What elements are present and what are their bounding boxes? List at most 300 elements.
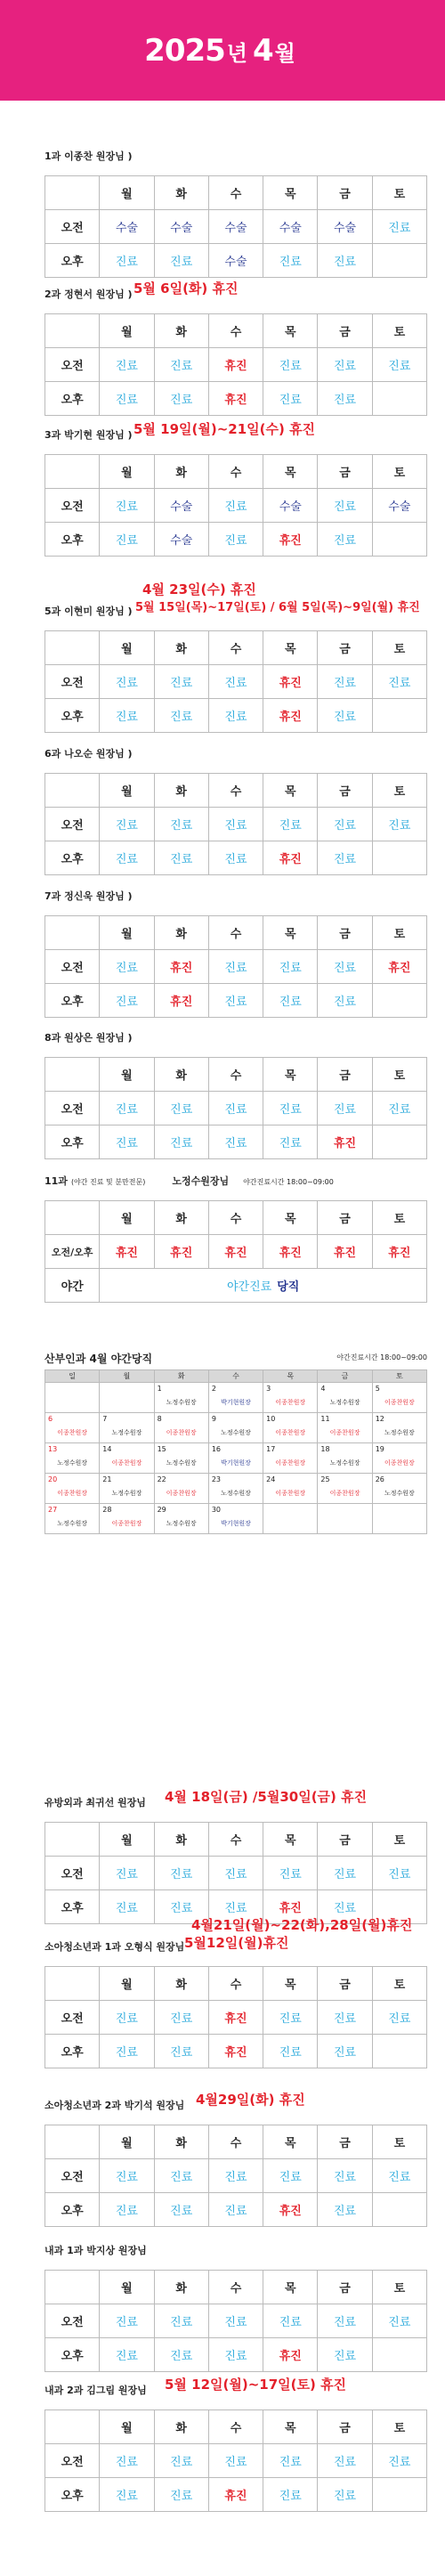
schedule-table: [44, 2125, 427, 2227]
row-label: 오전: [45, 2304, 100, 2338]
header-row: [45, 2410, 427, 2444]
duty-doctor: 이종찬원장: [275, 1429, 306, 1436]
day-number: 26: [375, 1475, 384, 1483]
day-header: 수: [208, 1823, 263, 1857]
schedule-row-day: [45, 1235, 427, 1269]
day-header: 수: [208, 774, 263, 808]
doctor-name: 2과 정현서 원장님 ): [44, 288, 133, 300]
schedule-cell: 진료: [318, 950, 372, 984]
schedule-cell: 진료: [100, 489, 154, 523]
day-header: 금: [318, 631, 372, 665]
calendar-day: [45, 1413, 100, 1443]
day-header: 토: [372, 455, 426, 489]
header-row: [45, 916, 427, 950]
schedule-cell: 수술: [154, 523, 208, 557]
calendar-day: [263, 1413, 318, 1443]
day-header: 수: [208, 1058, 263, 1092]
schedule-cell: 진료: [263, 808, 318, 841]
weekday-header: 일: [45, 1370, 100, 1383]
corner-cell: [45, 1823, 100, 1857]
corner-cell: [45, 2125, 100, 2159]
duty-doctor: 노정수원장: [111, 1490, 142, 1497]
schedule-cell: 진료: [208, 1125, 263, 1159]
day-number: 3: [266, 1385, 271, 1393]
day-number: 14: [102, 1445, 112, 1453]
day-number: 30: [211, 1506, 222, 1514]
calendar-title: 산부인과 4월 야간당직: [44, 1353, 153, 1365]
schedule-cell: 진료: [154, 2444, 208, 2478]
day-number: 28: [102, 1506, 112, 1514]
closure-notice: 4월 18일(금) /5월30일(금) 휴진: [165, 1789, 368, 1805]
day-number: 21: [102, 1475, 112, 1483]
day-header: 목: [263, 631, 318, 665]
day-header: 수: [208, 631, 263, 665]
duty-doctor: 노정수원장: [57, 1520, 88, 1527]
calendar-day: [372, 1413, 426, 1443]
schedule-table: [44, 1200, 427, 1303]
day-header: 화: [154, 176, 208, 210]
schedule-cell: 진료: [154, 244, 208, 278]
day-header: 목: [263, 916, 318, 950]
day-number: 5: [375, 1385, 380, 1393]
day-header: 화: [154, 2125, 208, 2159]
duty-doctor: 노정수원장: [384, 1490, 415, 1497]
schedule-cell: 휴진: [154, 984, 208, 1018]
day-header: 금: [318, 314, 372, 348]
schedule-cell: 진료: [100, 1857, 154, 1890]
day-header: 금: [318, 2125, 372, 2159]
calendar-day: [318, 1413, 372, 1443]
schedule-cell: 휴진: [263, 699, 318, 733]
closure-notice: 4월21일(월)~22(화),28일(월)휴진: [191, 1917, 413, 1933]
schedule-cell: 진료: [372, 1857, 426, 1890]
row-label: 야간: [45, 1269, 100, 1303]
duty-doctor: 노정수원장: [166, 1459, 197, 1467]
row-label: 오전: [45, 489, 100, 523]
schedule-cell: 진료: [263, 1125, 318, 1159]
schedule-table: [44, 1057, 427, 1159]
row-label: 오전: [45, 2001, 100, 2035]
day-header: 금: [318, 1967, 372, 2001]
row-label: 오전: [45, 1092, 100, 1125]
day-header: 수: [208, 2271, 263, 2304]
schedule-cell: 진료: [372, 2444, 426, 2478]
header-row: [45, 455, 427, 489]
schedule-cell: 수술: [263, 210, 318, 244]
schedule-cell: 진료: [154, 2159, 208, 2193]
schedule-row-night: [45, 1269, 427, 1303]
duty-doctor: 이종찬원장: [57, 1490, 88, 1497]
schedule-cell: [372, 244, 426, 278]
calendar-day: [372, 1504, 426, 1534]
schedule-cell: 진료: [372, 665, 426, 699]
day-header: 금: [318, 1058, 372, 1092]
day-header: 월: [100, 2410, 154, 2444]
doctor-name: 3과 박기현 원장님 ): [44, 429, 133, 441]
duty-doctor: 이종찬원장: [329, 1429, 360, 1436]
calendar-day: [318, 1443, 372, 1474]
calendar-day: [208, 1383, 263, 1413]
schedule-cell: 진료: [318, 984, 372, 1018]
schedule-row-am: [45, 1092, 427, 1125]
row-label: 오전: [45, 1857, 100, 1890]
calendar-day: [318, 1474, 372, 1504]
day-header: 토: [372, 2271, 426, 2304]
schedule-row-am: [45, 2001, 427, 2035]
day-number: 29: [157, 1506, 166, 1514]
day-header: 화: [154, 1058, 208, 1092]
day-number: 13: [48, 1445, 58, 1453]
calendar-day: [263, 1504, 318, 1534]
day-header: 월: [100, 774, 154, 808]
dept-note: (야간 진료 및 분만전문): [70, 1178, 146, 1186]
schedule-cell: [372, 841, 426, 875]
calendar-day: [154, 1474, 208, 1504]
day-header: 수: [208, 455, 263, 489]
row-label: 오후: [45, 841, 100, 875]
day-header: 월: [100, 314, 154, 348]
schedule-cell: [372, 1125, 426, 1159]
doctor-name: 5과 이현미 원장님 ): [44, 605, 133, 617]
calendar-week: [45, 1443, 427, 1474]
corner-cell: [45, 774, 100, 808]
day-header: 금: [318, 2271, 372, 2304]
weekday-header: 월: [100, 1370, 154, 1383]
schedule-row-pm: [45, 699, 427, 733]
day-header: 목: [263, 314, 318, 348]
duty-doctor: 노정수원장: [111, 1429, 142, 1436]
row-label: 오후: [45, 2193, 100, 2227]
calendar-day: [263, 1474, 318, 1504]
day-number: 22: [157, 1475, 166, 1483]
schedule-cell: 진료: [208, 1857, 263, 1890]
schedule-cell: [372, 984, 426, 1018]
day-number: 18: [320, 1445, 330, 1453]
row-label: 오후: [45, 699, 100, 733]
schedule-row-am: [45, 665, 427, 699]
schedule-cell: 진료: [263, 2001, 318, 2035]
schedule-cell: 수술: [372, 489, 426, 523]
day-header: 토: [372, 2410, 426, 2444]
schedule-cell: 진료: [318, 348, 372, 382]
dept-label: 11과: [44, 1175, 68, 1187]
day-header: 목: [263, 1201, 318, 1235]
schedule-cell: 진료: [154, 348, 208, 382]
corner-cell: [45, 455, 100, 489]
duty-doctor: 이종찬원장: [329, 1490, 360, 1497]
day-header: 월: [100, 1058, 154, 1092]
schedule-cell: 진료: [318, 1890, 372, 1924]
duty-doctor: 노정수원장: [221, 1490, 251, 1497]
page-title: 2025년 4월: [144, 32, 295, 69]
schedule-cell: 휴진: [318, 1235, 372, 1269]
schedule-row-am: [45, 2159, 427, 2193]
header-row: [45, 176, 427, 210]
schedule-cell: 휴진: [208, 2035, 263, 2068]
schedule-cell: 수술: [208, 210, 263, 244]
calendar-day: [45, 1383, 100, 1413]
calendar-day: [263, 1383, 318, 1413]
day-header: 토: [372, 1967, 426, 2001]
duty-doctor: 박기현원장: [221, 1459, 251, 1467]
day-header: 목: [263, 455, 318, 489]
day-header: 토: [372, 176, 426, 210]
schedule-row-pm: [45, 244, 427, 278]
schedule-cell: 진료: [208, 950, 263, 984]
header-row: [45, 314, 427, 348]
schedule-table: [44, 175, 427, 278]
schedule-cell: 진료: [318, 489, 372, 523]
duty-doctor: 노정수원장: [329, 1459, 360, 1467]
doctor-name: 8과 원상은 원장님 ): [44, 1032, 133, 1044]
schedule-cell: [372, 2035, 426, 2068]
day-header: 수: [208, 2410, 263, 2444]
day-header: 토: [372, 2125, 426, 2159]
closure-notice: 4월 23일(수) 휴진: [142, 581, 256, 597]
schedule-cell: 휴진: [263, 665, 318, 699]
calendar-day: [208, 1474, 263, 1504]
schedule-table: [44, 915, 427, 1018]
header-row: [45, 1201, 427, 1235]
day-header: 수: [208, 1201, 263, 1235]
day-header: 월: [100, 1201, 154, 1235]
night-cell: [100, 1269, 427, 1303]
calendar-day: [208, 1504, 263, 1534]
calendar-day: [154, 1413, 208, 1443]
schedule-cell: 휴진: [208, 382, 263, 416]
closure-notice: 5월 12일(월)~17일(토) 휴진: [165, 2377, 347, 2393]
day-header: 토: [372, 631, 426, 665]
day-header: 금: [318, 176, 372, 210]
schedule-cell: 진료: [318, 244, 372, 278]
day-header: 목: [263, 1058, 318, 1092]
day-header: 목: [263, 2271, 318, 2304]
weekday-header: 목: [263, 1370, 318, 1383]
calendar-day: [263, 1443, 318, 1474]
schedule-cell: [372, 523, 426, 557]
duty-doctor: 박기현원장: [221, 1520, 251, 1527]
schedule-cell: 진료: [263, 984, 318, 1018]
schedule-cell: 진료: [318, 523, 372, 557]
calendar-table: [44, 1369, 427, 1534]
row-label: 오후: [45, 244, 100, 278]
schedule-cell: 진료: [154, 665, 208, 699]
schedule-row-am: [45, 2444, 427, 2478]
duty-doctor: 이종찬원장: [275, 1490, 306, 1497]
day-header: 금: [318, 1823, 372, 1857]
day-header: 화: [154, 2410, 208, 2444]
day-header: 토: [372, 916, 426, 950]
day-number: 2: [211, 1385, 216, 1393]
day-header: 수: [208, 916, 263, 950]
hours-note: 야간진료시간 18:00~09:00: [243, 1178, 334, 1186]
schedule-table: [44, 773, 427, 875]
schedule-cell: 진료: [318, 2478, 372, 2512]
schedule-cell: [372, 382, 426, 416]
duty-doctor: 노정수원장: [384, 1429, 415, 1436]
day-header: 화: [154, 1823, 208, 1857]
schedule-cell: 휴진: [154, 1235, 208, 1269]
day-header: 금: [318, 1201, 372, 1235]
schedule-cell: 진료: [208, 2338, 263, 2372]
schedule-cell: 휴진: [263, 523, 318, 557]
schedule-cell: 진료: [100, 984, 154, 1018]
schedule-cell: 진료: [100, 808, 154, 841]
schedule-cell: 휴진: [208, 1235, 263, 1269]
schedule-cell: 휴진: [208, 2001, 263, 2035]
day-header: 토: [372, 314, 426, 348]
schedule-cell: 진료: [154, 1890, 208, 1924]
day-header: 목: [263, 774, 318, 808]
day-number: 20: [48, 1475, 58, 1483]
calendar-day: [154, 1383, 208, 1413]
day-header: 월: [100, 1823, 154, 1857]
day-number: 1: [157, 1385, 162, 1393]
day-header: 화: [154, 2271, 208, 2304]
doctor-name: 소아청소년과 1과 오형식 원장님: [44, 1941, 185, 1953]
schedule-row-am: [45, 210, 427, 244]
schedule-cell: 진료: [100, 699, 154, 733]
closure-notice-2: 5월 15일(목)~17일(토) / 6월 5일(목)~9일(월) 휴진: [135, 601, 420, 614]
schedule-cell: 수술: [154, 489, 208, 523]
day-header: 월: [100, 916, 154, 950]
schedule-cell: 진료: [100, 950, 154, 984]
schedule-row-am: [45, 1857, 427, 1890]
schedule-cell: 휴진: [208, 2478, 263, 2512]
day-header: 수: [208, 1967, 263, 2001]
schedule-cell: 진료: [154, 382, 208, 416]
schedule-table: [44, 2270, 427, 2372]
schedule-cell: 진료: [100, 2478, 154, 2512]
calendar-day: [208, 1443, 263, 1474]
schedule-row-am: [45, 348, 427, 382]
header-row: [45, 2125, 427, 2159]
day-header: 월: [100, 455, 154, 489]
corner-cell: [45, 1201, 100, 1235]
day-header: 수: [208, 314, 263, 348]
doctor-name: 소아청소년과 2과 박기석 원장님: [44, 2100, 185, 2111]
schedule-cell: 진료: [372, 1092, 426, 1125]
duty-doctor: 노정수원장: [166, 1520, 197, 1527]
day-number: 16: [211, 1445, 222, 1453]
day-number: 4: [320, 1385, 326, 1393]
calendar-week: [45, 1383, 427, 1413]
schedule-cell: [372, 2338, 426, 2372]
schedule-cell: 수술: [154, 210, 208, 244]
closure-notice: 5월 6일(화) 휴진: [134, 280, 239, 297]
row-label: 오후: [45, 2338, 100, 2372]
doctor-name: 6과 나오순 원장님 ): [44, 748, 133, 760]
schedule-cell: [372, 2478, 426, 2512]
calendar-week: [45, 1504, 427, 1534]
duty-doctor: 노정수원장: [57, 1459, 88, 1467]
schedule-table: [44, 454, 427, 557]
duty-label: 당직: [277, 1280, 300, 1294]
schedule-cell: 진료: [100, 1092, 154, 1125]
header-row: [45, 2271, 427, 2304]
row-label: 오후: [45, 382, 100, 416]
schedule-cell: 휴진: [372, 950, 426, 984]
schedule-cell: 진료: [100, 1890, 154, 1924]
day-header: 월: [100, 2125, 154, 2159]
schedule-row-am: [45, 950, 427, 984]
schedule-cell: 진료: [100, 382, 154, 416]
doctor-name-text: 노정수원장님: [172, 1175, 230, 1187]
weekday-header: 금: [318, 1370, 372, 1383]
day-number: 15: [157, 1445, 166, 1453]
schedule-row-pm: [45, 2193, 427, 2227]
calendar-week: [45, 1474, 427, 1504]
schedule-cell: 진료: [154, 2304, 208, 2338]
corner-cell: [45, 1058, 100, 1092]
schedule-cell: 진료: [154, 2338, 208, 2372]
closure-notice: 5월 19일(월)~21일(수) 휴진: [134, 421, 316, 437]
schedule-row-pm: [45, 2478, 427, 2512]
schedule-cell: 진료: [318, 2159, 372, 2193]
weekday-header: 화: [154, 1370, 208, 1383]
calendar-hours-note: 야간진료시간 18:00~09:00: [336, 1353, 427, 1361]
schedule-cell: 진료: [154, 2193, 208, 2227]
schedule-cell: 진료: [208, 2159, 263, 2193]
duty-doctor: 이종찬원장: [384, 1399, 415, 1406]
duty-doctor: 이종찬원장: [166, 1429, 197, 1436]
day-number: 19: [375, 1445, 384, 1453]
doctor-name: 내과 2과 김그림 원장님: [44, 2385, 147, 2396]
schedule-cell: 진료: [263, 244, 318, 278]
header-banner: [0, 0, 445, 101]
schedule-cell: 수술: [208, 244, 263, 278]
day-header: 수: [208, 176, 263, 210]
day-header: 화: [154, 314, 208, 348]
schedule-cell: 휴진: [263, 841, 318, 875]
day-header: 목: [263, 176, 318, 210]
day-number: 8: [157, 1415, 162, 1423]
day-header: 화: [154, 631, 208, 665]
calendar-day: [100, 1504, 154, 1534]
schedule-cell: 진료: [208, 699, 263, 733]
corner-cell: [45, 176, 100, 210]
day-header: 월: [100, 631, 154, 665]
calendar-week: [45, 1413, 427, 1443]
row-label: 오전: [45, 950, 100, 984]
row-label: 오전: [45, 348, 100, 382]
calendar-day: [318, 1383, 372, 1413]
schedule-cell: 진료: [208, 1092, 263, 1125]
schedule-cell: 진료: [372, 348, 426, 382]
schedule-table: [44, 630, 427, 733]
schedule-cell: 진료: [372, 210, 426, 244]
day-header: 수: [208, 2125, 263, 2159]
day-number: 9: [211, 1415, 216, 1423]
day-header: 목: [263, 1967, 318, 2001]
schedule-cell: 진료: [208, 984, 263, 1018]
schedule-cell: 진료: [154, 699, 208, 733]
schedule-cell: 진료: [100, 2444, 154, 2478]
weekday-header: 토: [372, 1370, 426, 1383]
schedule-cell: 진료: [263, 2035, 318, 2068]
duty-doctor: 노정수원장: [221, 1429, 251, 1436]
calendar-day: [100, 1413, 154, 1443]
schedule-row-am: [45, 808, 427, 841]
duty-doctor: 이종찬원장: [384, 1459, 415, 1467]
day-header: 화: [154, 1967, 208, 2001]
schedule-row-am: [45, 489, 427, 523]
schedule-cell: 진료: [318, 808, 372, 841]
day-header: 화: [154, 1201, 208, 1235]
schedule-row-pm: [45, 1125, 427, 1159]
row-label: 오후: [45, 2478, 100, 2512]
schedule-cell: 진료: [318, 2444, 372, 2478]
